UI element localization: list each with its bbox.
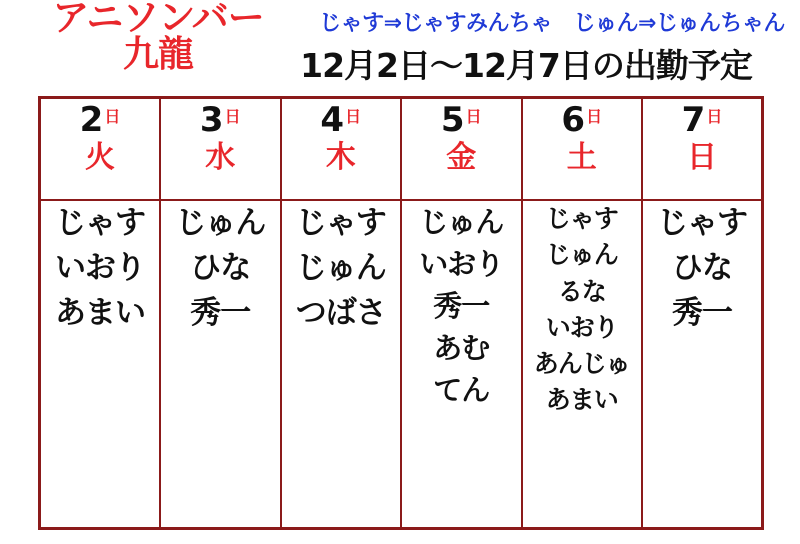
cast-name: じゅん (419, 205, 504, 239)
day-number-row (523, 100, 642, 140)
nickname-note: じゃす⇒じゃすみんちゃ じゅん⇒じゅんちゃん (319, 11, 785, 36)
day-number-row (402, 100, 521, 140)
cast-name: つばさ (295, 294, 386, 331)
day-number: 2 (79, 100, 103, 140)
cast-name: いおり (55, 249, 145, 286)
cast-name: じゅん (295, 249, 386, 286)
day-header-cell (160, 98, 281, 201)
day-number-row (643, 100, 761, 140)
cast-name: 秀一 (433, 289, 490, 324)
cast-name: いおり (419, 247, 504, 282)
day-header-cell (281, 98, 402, 201)
cast-list-cell (40, 200, 161, 529)
schedule-table (38, 96, 764, 530)
table-row-days (40, 98, 763, 201)
cast-list-cell (642, 200, 763, 529)
day-number: 5 (440, 100, 464, 140)
weekday-label: 土 (566, 140, 597, 175)
day-number-row (41, 100, 159, 140)
day-unit-label: 日 (465, 107, 482, 126)
cast-list-cell (522, 200, 643, 529)
cast-name: 秀一 (190, 294, 251, 331)
weekday-label: 火 (85, 140, 115, 175)
cast-name: じゃす (55, 205, 145, 241)
cast-name: じゅん (175, 205, 266, 241)
cast-name: 秀一 (672, 294, 732, 331)
weekday-label: 木 (325, 140, 356, 175)
cast-name: じゃす (545, 204, 618, 233)
day-number: 4 (320, 100, 344, 140)
day-number: 6 (561, 100, 585, 140)
shop-name-line1: アニソンバー (52, 0, 264, 39)
day-header-cell (401, 98, 522, 201)
day-unit-label: 日 (586, 107, 603, 126)
day-number-row (282, 100, 401, 140)
weekday-label: 日 (687, 140, 717, 175)
day-header-cell (522, 98, 643, 201)
cast-list-cell (160, 200, 281, 529)
day-unit-label: 日 (345, 107, 362, 126)
cast-list-cell (401, 200, 522, 529)
cast-name: ひな (672, 249, 732, 286)
cast-list-cell (281, 200, 402, 529)
cast-name: あまい (545, 385, 618, 415)
day-unit-label: 日 (706, 107, 723, 126)
cast-name: あんじゅ (533, 349, 630, 378)
cast-name: じゅん (545, 240, 618, 270)
day-number-row (161, 100, 280, 140)
poster-header (0, 0, 800, 92)
day-header-cell (642, 98, 763, 201)
cast-name: ひな (190, 249, 251, 286)
day-unit-label: 日 (224, 107, 241, 126)
date-range-title: 12月2日〜12月7日の出勤予定 (300, 46, 752, 85)
cast-name: いおり (545, 312, 618, 342)
cast-name: てん (433, 373, 490, 408)
day-header-cell (40, 98, 161, 201)
table-row-cast (40, 200, 763, 529)
day-number: 7 (681, 100, 705, 140)
day-number: 3 (199, 100, 223, 140)
cast-name: あむ (433, 331, 490, 366)
cast-name: じゃす (295, 205, 386, 241)
cast-name: じゃす (657, 205, 747, 241)
cast-name: るな (557, 276, 606, 306)
day-unit-label: 日 (104, 107, 121, 126)
shop-name-line2: 九龍 (122, 33, 193, 75)
weekday-label: 水 (205, 140, 236, 175)
cast-name: あまい (55, 294, 145, 331)
weekday-label: 金 (446, 140, 477, 175)
